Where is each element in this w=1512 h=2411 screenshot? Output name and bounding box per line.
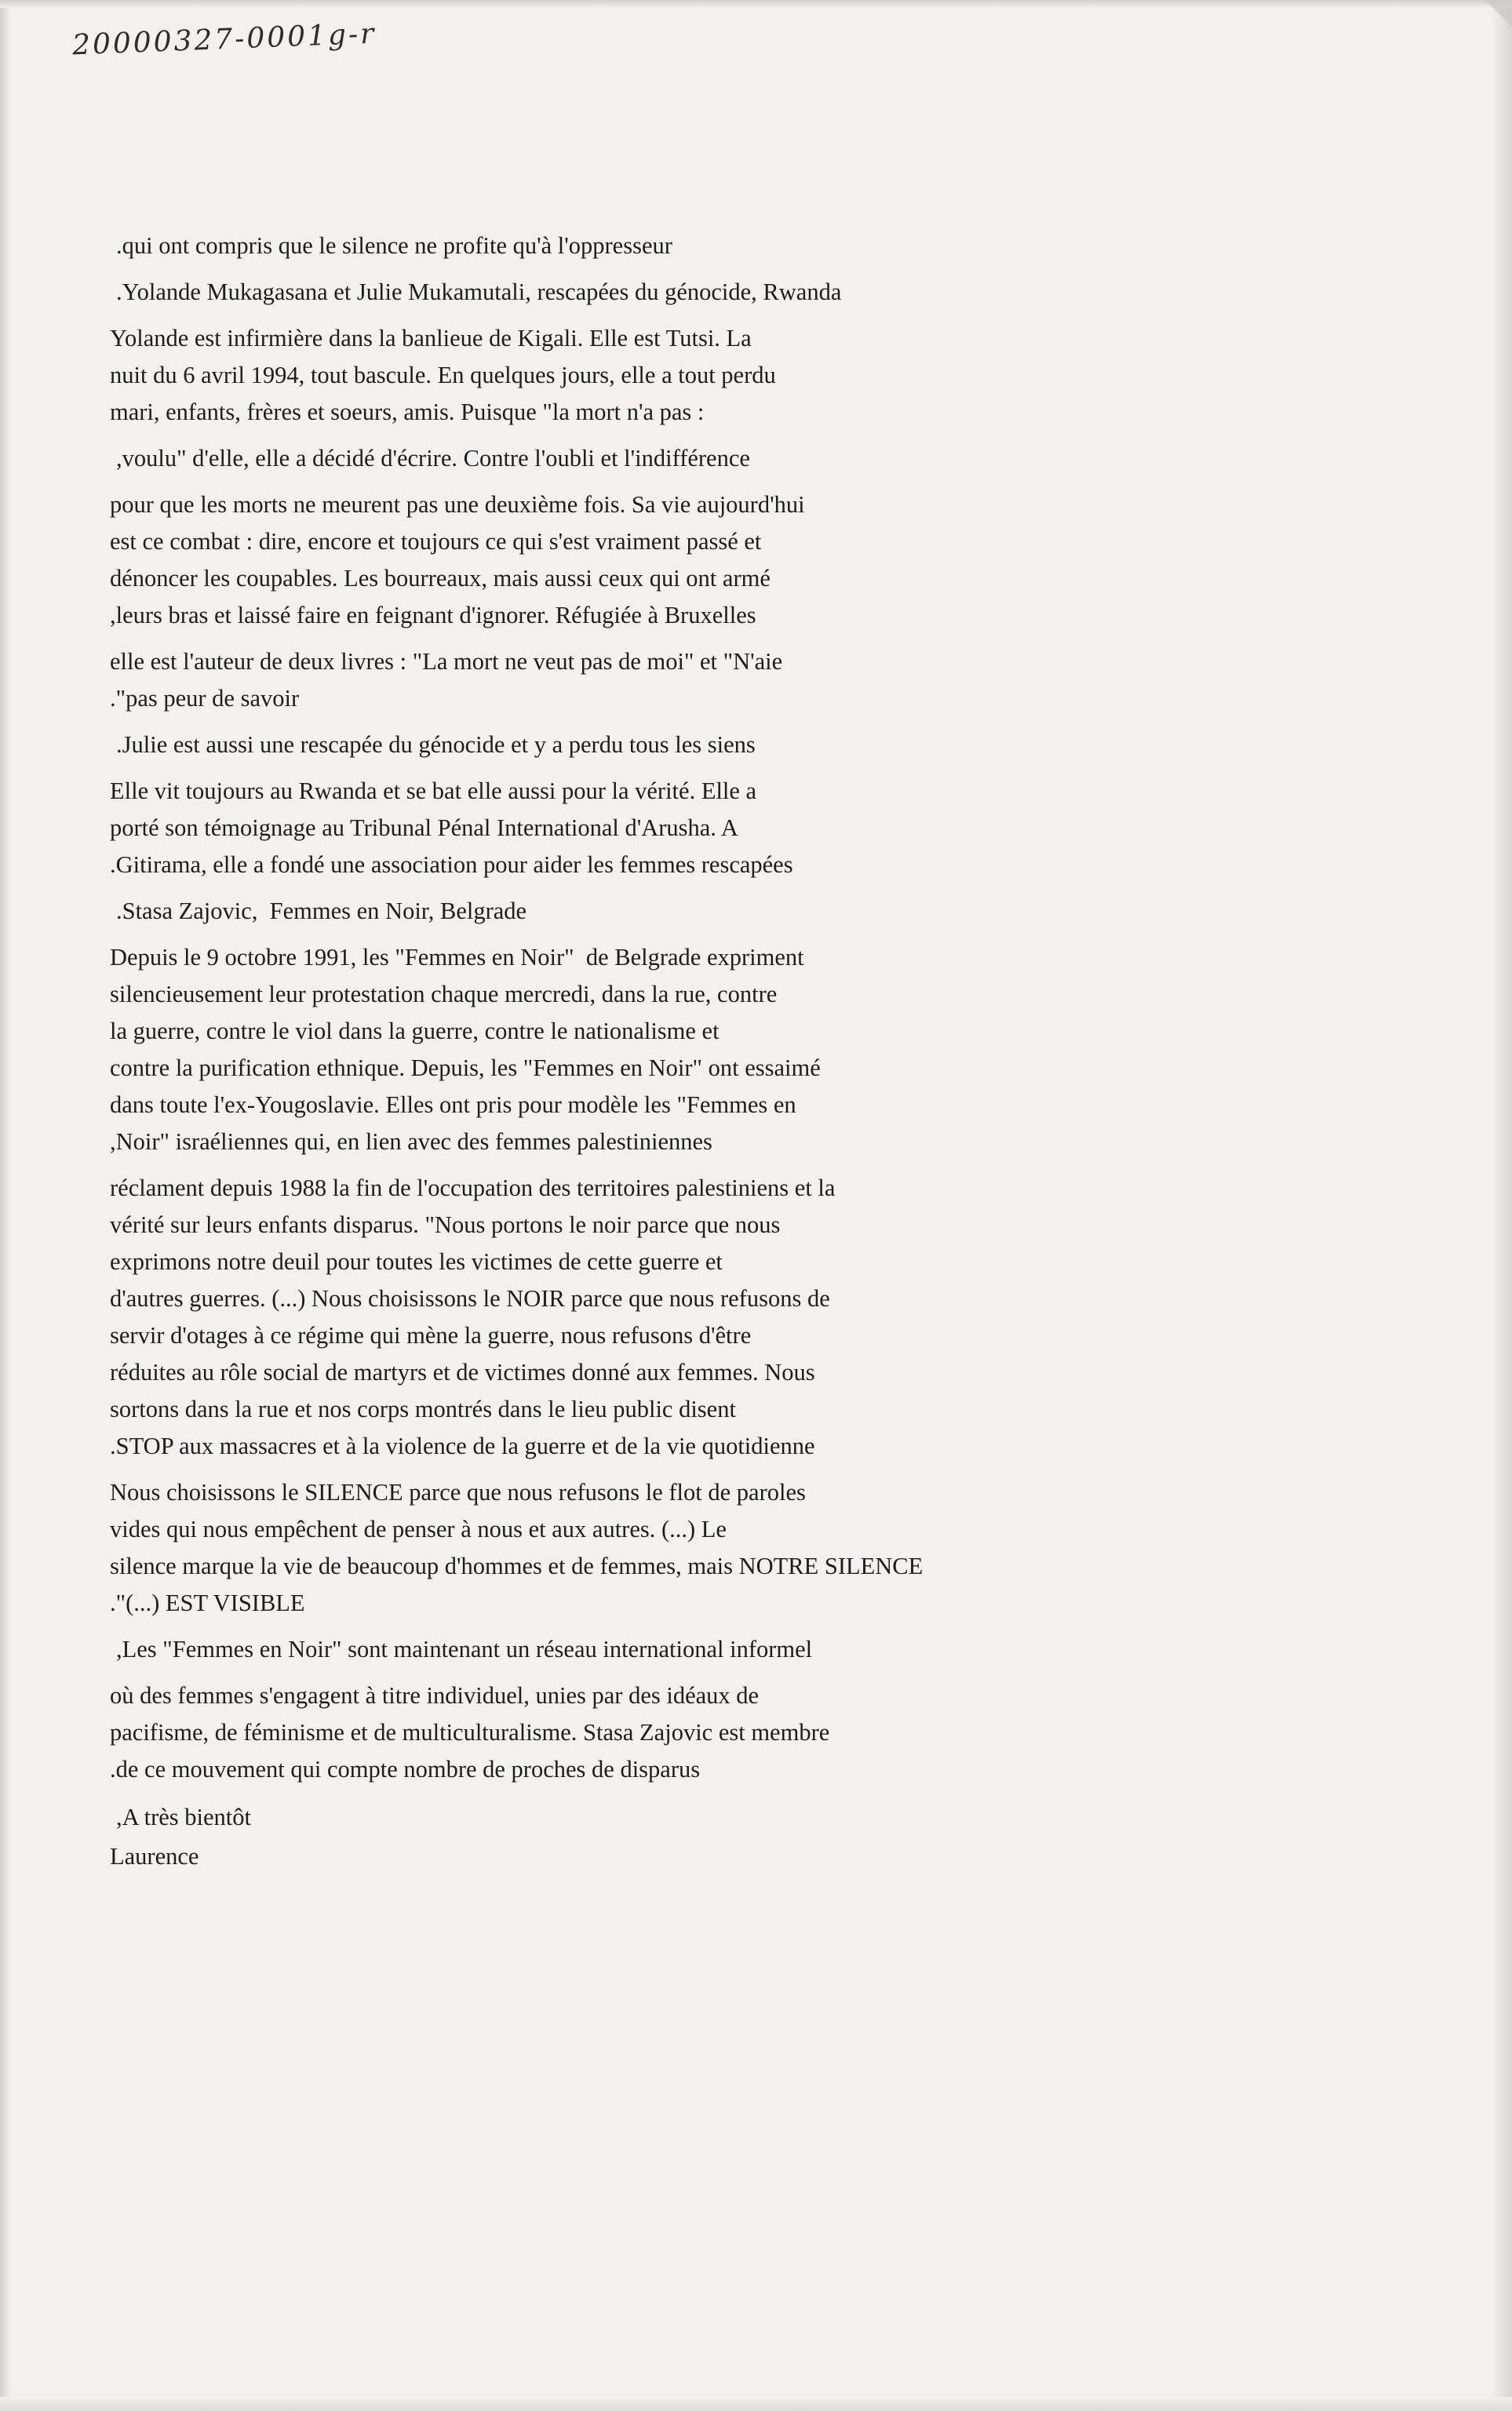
text-line: Depuis le 9 octobre 1991, les "Femmes en Noir" de Belgrade expriment <box>110 944 804 971</box>
text-line: .STOP aux massacres et à la violence de la guerre et de la vie quotidienne <box>110 1433 815 1459</box>
scan-edge-shadow-bottom <box>0 2397 1512 2411</box>
paragraph-voulu <box>110 440 1381 477</box>
text-line: dénoncer les coupables. Les bourreaux, mais aussi ceux qui ont armé <box>110 565 771 592</box>
paragraph-yolande-story <box>110 320 1381 431</box>
text-line: pacifisme, de féminisme et de multiculturalisme. Stasa Zajovic est membre <box>110 1719 830 1746</box>
text-line: porté son témoignage au Tribunal Pénal International d'Arusha. A <box>110 814 738 841</box>
paragraph-stasa-heading <box>110 893 1381 930</box>
text-line: vérité sur leurs enfants disparus. "Nous portons le noir parce que nous <box>110 1211 781 1238</box>
text-line: mari, enfants, frères et soeurs, amis. Puisque "la mort n'a pas : <box>110 399 705 425</box>
scan-edge-shadow-top <box>0 0 1512 8</box>
paragraph-silence <box>110 1474 1381 1622</box>
text-line: ,leurs bras et laissé faire en feignant d'ignorer. Réfugiée à Bruxelles <box>110 602 756 628</box>
text-line: contre la purification ethnique. Depuis, les "Femmes en Noir" ont essaimé <box>110 1054 821 1081</box>
text-line: réclament depuis 1988 la fin de l'occupation des territoires palestiniens et la <box>110 1175 836 1201</box>
text-line: ."(...) EST VISIBLE <box>110 1590 305 1616</box>
text-line: exprimons notre deuil pour toutes les victimes de cette guerre et <box>110 1248 723 1275</box>
paragraph-julie-story <box>110 773 1381 883</box>
text-line: ,voulu" d'elle, elle a décidé d'écrire. Contre l'oubli et l'indifférence <box>116 445 750 472</box>
text-line: sortons dans la rue et nos corps montrés dans le lieu public disent <box>110 1396 736 1422</box>
text-line: silence marque la vie de beaucoup d'hommes et de femmes, mais NOTRE SILENCE <box>110 1553 924 1579</box>
handwritten-archive-id: 20000327-0001g-r <box>71 17 377 62</box>
text-line: elle est l'auteur de deux livres : "La mort ne veut pas de moi" et "N'aie <box>110 648 783 675</box>
text-line: silencieusement leur protestation chaque mercredi, dans la rue, contre <box>110 981 778 1007</box>
text-line: ,Noir" israéliennes qui, en lien avec des femmes palestiniennes <box>110 1128 712 1155</box>
text-line: la guerre, contre le viol dans la guerre, contre le nationalisme et <box>110 1018 720 1044</box>
text-line: Nous choisissons le SILENCE parce que nous refusons le flot de paroles <box>110 1479 806 1506</box>
scan-edge-shadow-left <box>0 0 11 2411</box>
document-body <box>110 228 1381 1876</box>
text-line: .de ce mouvement qui compte nombre de proches de disparus <box>110 1756 701 1783</box>
text-line: est ce combat : dire, encore et toujours ce qui s'est vraiment passé et <box>110 528 762 555</box>
text-line: .Gitirama, elle a fondé une association pour aider les femmes rescapées <box>110 851 793 878</box>
text-line: ."pas peur de savoir <box>110 685 300 712</box>
paragraph-femmes-en-noir <box>110 939 1381 1160</box>
paragraph-reclament <box>110 1170 1381 1465</box>
text-line: dans toute l'ex-Yougoslavie. Elles ont pris pour modèle les "Femmes en <box>110 1091 796 1118</box>
text-line: Elle vit toujours au Rwanda et se bat elle aussi pour la vérité. Elle a <box>110 778 757 804</box>
signature-block <box>110 1797 1381 1876</box>
paragraph-ideaux <box>110 1677 1381 1788</box>
text-line: réduites au rôle social de martyrs et de victimes donné aux femmes. Nous <box>110 1359 815 1386</box>
signature-name: Laurence <box>110 1843 199 1870</box>
text-line: pour que les morts ne meurent pas une deuxième fois. Sa vie aujourd'hui <box>110 491 805 518</box>
text-line: vides qui nous empêchent de penser à nous et aux autres. (...) Le <box>110 1516 727 1542</box>
text-line: servir d'otages à ce régime qui mène la guerre, nous refusons d'être <box>110 1322 752 1349</box>
signature-closing: ,A très bientôt <box>116 1804 251 1830</box>
scan-edge-shadow-right <box>1492 0 1512 2411</box>
text-line: nuit du 6 avril 1994, tout bascule. En quelques jours, elle a tout perdu <box>110 362 776 388</box>
paragraph-opening <box>110 228 1381 264</box>
page-corner-fold <box>1485 0 1512 27</box>
text-line: .Yolande Mukagasana et Julie Mukamutali, rescapées du génocide, Rwanda <box>116 279 842 305</box>
text-line: où des femmes s'engagent à titre individuel, unies par des idéaux de <box>110 1682 760 1709</box>
text-line: .qui ont compris que le silence ne profite qu'à l'oppresseur <box>116 232 672 259</box>
paragraph-yolande-heading <box>110 274 1381 311</box>
text-line: Yolande est infirmière dans la banlieue de Kigali. Elle est Tutsi. La <box>110 325 752 351</box>
paragraph-combat <box>110 486 1381 634</box>
text-line: .Stasa Zajovic, Femmes en Noir, Belgrade <box>116 898 527 924</box>
text-line: ,Les "Femmes en Noir" sont maintenant un réseau international informel <box>116 1636 813 1663</box>
text-line: d'autres guerres. (...) Nous choisissons le NOIR parce que nous refusons de <box>110 1285 830 1312</box>
paragraph-reseau <box>110 1631 1381 1668</box>
paragraph-livres <box>110 643 1381 717</box>
paragraph-julie <box>110 727 1381 763</box>
text-line: .Julie est aussi une rescapée du génocide et y a perdu tous les siens <box>116 731 756 758</box>
